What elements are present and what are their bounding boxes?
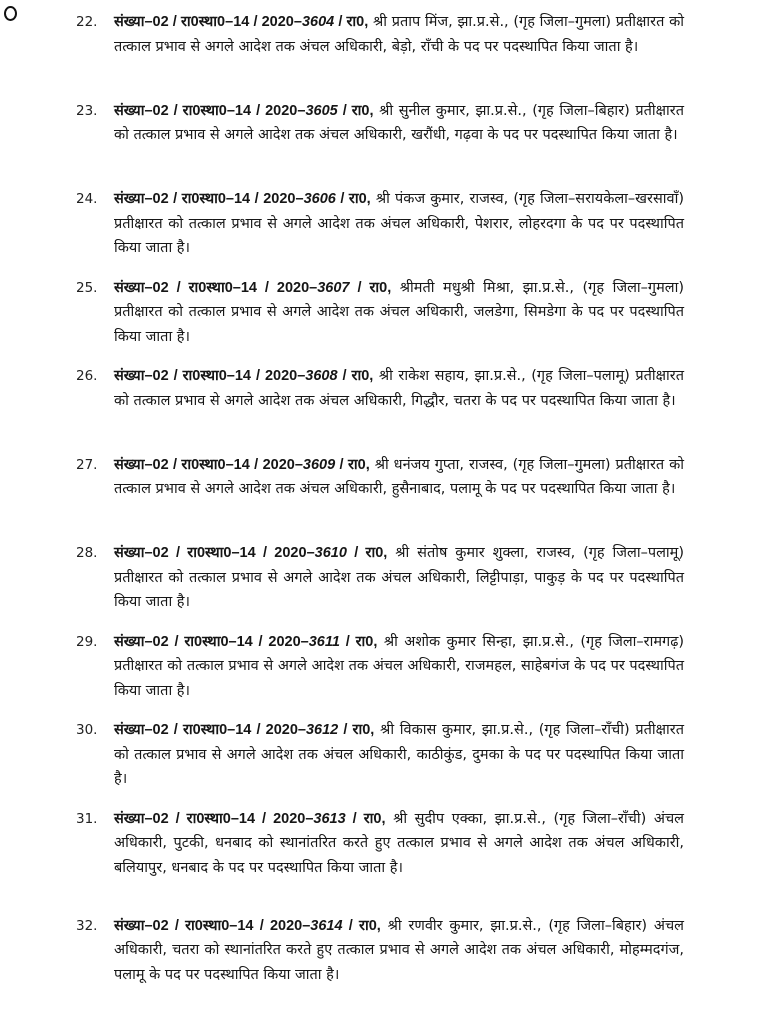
item-text [114,99,684,148]
reference-number: 3612 [305,722,339,738]
reference-number: 3614 [310,917,343,934]
item-text [114,914,684,988]
order-text: श्री सुनील कुमार, झा.प्र.से., (गृह जिला–बिहार) प्रतीक्षारत को तत्काल प्रभाव से अगले आदेश तक अंचल अधिकारी, खरौंधी, गढ़वा के पद पर पदस्थापित किया जाता है। [114,102,684,143]
order-text: श्री धनंजय गुप्ता, राजस्व, (गृह जिला–गुमला) प्रतीक्षारत को तत्काल प्रभाव से अगले आदेश तक अंचल अधिकारी, हुसैनाबाद, पलामू के पद पर पदस्थापित किया जाता है। [114,456,684,497]
list-item-25 [76,270,684,359]
reference-prefix: संख्या–02 / रा0स्था0–14 / 2020– [114,191,304,207]
reference-suffix: / रा0, [345,810,386,827]
reference-prefix: संख्या–02 / रा0स्था0–14 / 2020– [114,917,311,934]
order-text: श्री विकास कुमार, झा.प्र.से., (गृह जिला–राँची) प्रतीक्षारत को तत्काल प्रभाव से अगले आदेश तक अंचल अधिकारी, काठीकुंड, दुमका के पद पर पदस्थापित किया जाता है। [114,722,685,787]
order-text: श्री अशोक कुमार सिन्हा, झा.प्र.से., (गृह जिला–रामगढ़) प्रतीक्षारत को तत्काल प्रभाव से अगले आदेश तक अंचल अधिकारी, राजमहल, साहेबगंज के पद पर पदस्थापित किया जाता है। [114,633,685,699]
reference-prefix: संख्या–02 / रा0स्था0–14 / 2020– [114,14,302,30]
reference-number: 3610 [314,545,347,561]
item-number: 31. [76,810,98,827]
item-text [114,276,684,350]
reference-suffix: / रा0, [335,191,371,207]
reference-number: 3611 [308,633,340,650]
list-item-32 [76,908,684,1015]
order-text: श्री सुदीप एक्का, झा.प्र.से., (गृह जिला–राँची) अंचल अधिकारी, पुटकी, धनबाद को स्थानांतरित करते हुए तत्काल प्रभाव से अगले आदेश तक अंचल अधिकारी, बलियापुर, धनबाद के पद पर पदस्थापित किया जाता है। [114,810,684,876]
item-number: 27. [76,456,98,473]
reference-suffix: / रा0, [346,545,388,561]
list-item-28 [76,535,684,624]
reference-suffix: / रा0, [339,633,378,650]
item-text [114,718,684,792]
reference-number: 3613 [313,810,346,827]
reference-suffix: / रा0, [349,279,392,296]
item-text [114,364,684,413]
item-text [114,453,684,502]
item-number: 30. [76,722,98,738]
notification-list [76,4,684,1015]
reference-prefix: संख्या–02 / रा0स्था0–14 / 2020– [114,722,306,738]
reference-number: 3609 [302,456,336,473]
reference-number: 3608 [305,368,338,384]
order-text: श्री राकेश सहाय, झा.प्र.से., (गृह जिला–पलामू) प्रतीक्षारत को तत्काल प्रभाव से अगले आदेश तक अंचल अधिकारी, गिद्धौर, चतरा के पद पर पदस्थापित किया जाता है। [114,368,684,409]
list-item-22 [76,4,684,93]
list-item-29 [76,624,684,713]
item-number: 24. [76,191,98,207]
reference-suffix: / रा0, [334,14,369,30]
reference-prefix: संख्या–02 / रा0स्था0–14 / 2020– [114,545,315,561]
reference-suffix: / रा0, [337,102,374,119]
order-text: श्री प्रताप मिंज, झा.प्र.से., (गृह जिला–गुमला) प्रतीक्षारत को तत्काल प्रभाव से अगले आदेश तक अंचल अधिकारी, बेड़ो, राँची के पद पर पदस्थापित किया जाता है। [114,14,684,55]
order-text: श्री पंकज कुमार, राजस्व, (गृह जिला–सरायकेला–खरसावाँ) प्रतीक्षारत को तत्काल प्रभाव से अगले आदेश तक अंचल अधिकारी, पेशरार, लोहरदगा के पद पर पदस्थापित किया जाता है। [114,191,685,256]
order-text: श्री संतोष कुमार शुक्ला, राजस्व, (गृह जिला–पलामू) प्रतीक्षारत को तत्काल प्रभाव से अगले आदेश तक अंचल अधिकारी, लिट्टीपाड़ा, पाकुड़ के पद पर पदस्थापित किया जाता है। [114,545,685,610]
item-number: 32. [76,917,98,934]
reference-prefix: संख्या–02 / रा0स्था0–14 / 2020– [114,279,318,296]
reference-number: 3606 [303,191,336,207]
list-item-24 [76,181,684,270]
reference-number: 3605 [305,102,338,119]
order-text: श्री रणवीर कुमार, झा.प्र.से., (गृह जिला–बिहार) अंचल अधिकारी, चतरा को स्थानांतरित करते हुए तत्काल प्रभाव से अगले आदेश तक अंचल अधिकारी, मोहम्मदगंज, पलामू के पद पर पदस्थापित किया जाता है। [114,917,685,983]
item-text [114,10,684,59]
reference-prefix: संख्या–02 / रा0स्था0–14 / 2020– [114,368,306,384]
list-item-31 [76,801,684,908]
item-text [114,807,684,881]
item-number: 28. [76,545,98,561]
list-item-23 [76,93,684,182]
item-number: 26. [76,368,98,384]
reference-number: 3604 [301,14,335,30]
item-text [114,630,684,704]
list-item-26 [76,358,684,447]
list-item-27 [76,447,684,536]
item-text [114,187,684,261]
reference-prefix: संख्या–02 / रा0स्था0–14 / 2020– [114,102,306,119]
list-item-30 [76,712,684,801]
reference-suffix: / रा0, [337,368,374,384]
item-number: 23. [76,102,98,119]
order-text: श्रीमती मधुश्री मिश्रा, झा.प्र.से., (गृह जिला–गुमला) प्रतीक्षारत को तत्काल प्रभाव से अगले आदेश तक अंचल अधिकारी, जलडेगा, सिमडेगा के पद पर पदस्थापित किया जाता है। [114,279,684,345]
reference-suffix: / रा0, [338,722,375,738]
item-number: 29. [76,633,98,650]
item-text [114,541,684,615]
reference-number: 3607 [317,279,350,296]
reference-prefix: संख्या–02 / रा0स्था0–14 / 2020– [114,810,314,827]
item-number: 22. [76,14,98,30]
reference-suffix: / रा0, [342,917,381,934]
hole-punch-mark [4,6,17,21]
reference-prefix: संख्या–02 / रा0स्था0–14 / 2020– [114,456,303,473]
reference-prefix: संख्या–02 / रा0स्था0–14 / 2020– [114,633,309,650]
item-number: 25. [76,279,98,296]
reference-suffix: / रा0, [335,456,370,473]
